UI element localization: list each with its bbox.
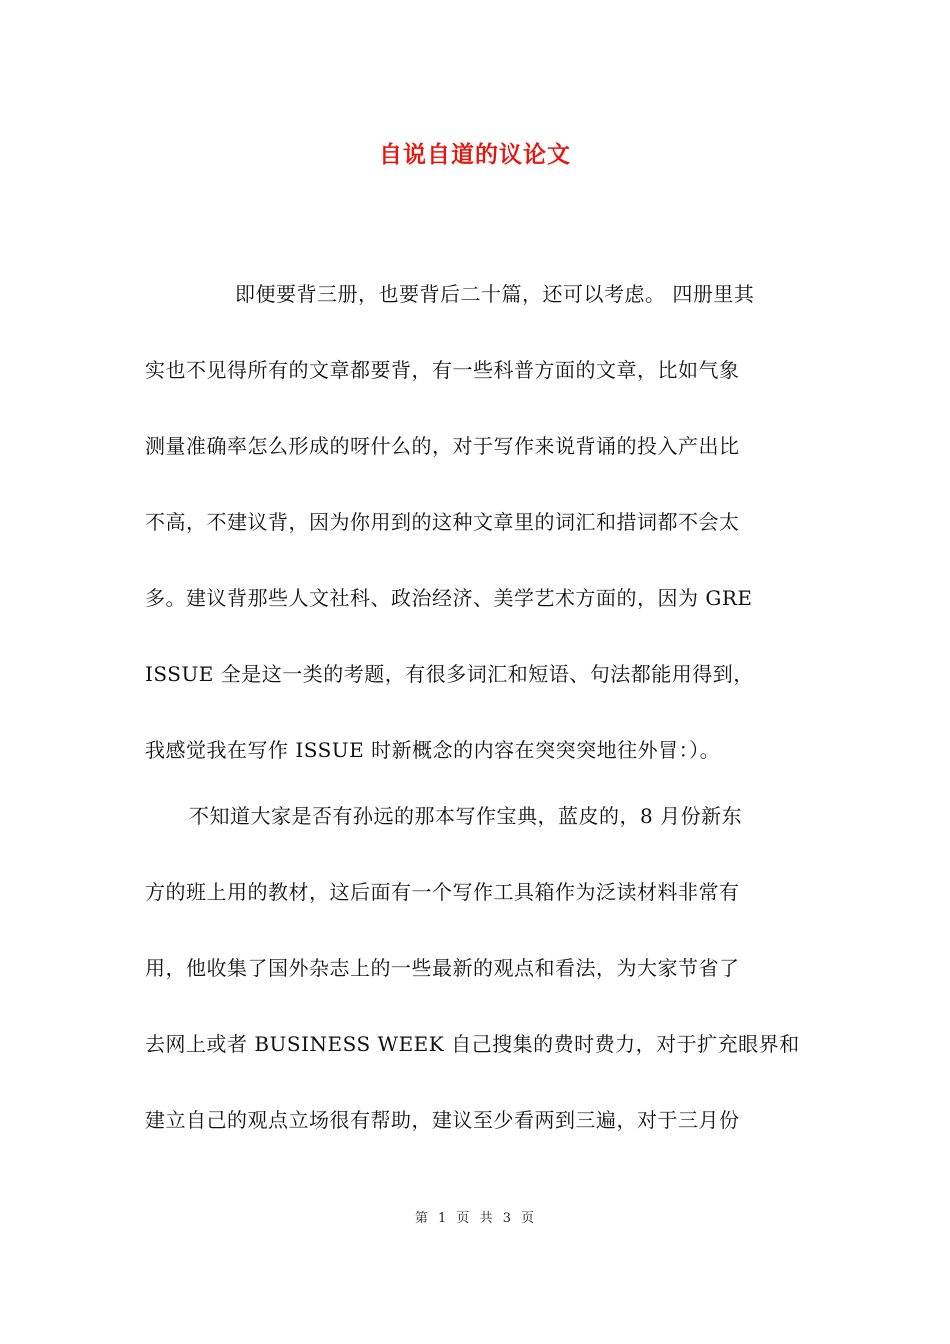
paragraph-line: 我感觉我在写作 ISSUE 时新概念的内容在突突突地往外冒：）。 <box>145 738 721 762</box>
paragraph-2 <box>145 778 810 1158</box>
document-title: 自说自道的议论文 <box>379 141 571 168</box>
paragraph-line: 不知道大家是否有孙远的那本写作宝典，蓝皮的，8 月份新东 <box>189 804 743 828</box>
paragraph-line: 去网上或者 BUSINESS WEEK 自己搜集的费时费力，对于扩充眼界和 <box>145 1032 800 1056</box>
paragraph-line: 用，他收集了国外杂志上的一些最新的观点和看法，为大家节省了 <box>145 956 740 980</box>
paragraph-line: 建立自己的观点立场很有帮助，建议至少看两到三遍，对于三月份 <box>145 1108 740 1132</box>
paragraph-line: 测量准确率怎么形成的呀什么的，对于写作来说背诵的投入产出比 <box>145 434 740 458</box>
footer-suffix: 页 <box>521 1211 536 1226</box>
footer-current-page: 1 <box>437 1211 448 1226</box>
page-footer <box>0 1207 950 1226</box>
paragraph-line: ISSUE 全是这一类的考题，有很多词汇和短语、句法都能用得到， <box>145 662 754 686</box>
paragraph-line: 多。建议背那些人文社科、政治经济、美学艺术方面的，因为 GRE <box>145 586 753 610</box>
paragraph-line: 方的班上用的教材，这后面有一个写作工具箱作为泛读材料非常有 <box>145 880 740 904</box>
footer-page-word: 页 <box>456 1211 471 1226</box>
paragraph-line: 不高，不建议背，因为你用到的这种文章里的词汇和措词都不会太 <box>145 510 740 534</box>
footer-total-pages: 3 <box>502 1211 512 1226</box>
footer-total-prefix: 共 <box>479 1211 494 1226</box>
paragraph-1 <box>145 256 810 788</box>
paragraph-line: 即便要背三册，也要背后二十篇，还可以考虑。 四册里其 <box>235 282 755 306</box>
footer-prefix: 第 <box>414 1211 429 1226</box>
paragraph-line: 实也不见得所有的文章都要背，有一些科普方面的文章，比如气象 <box>145 358 740 382</box>
